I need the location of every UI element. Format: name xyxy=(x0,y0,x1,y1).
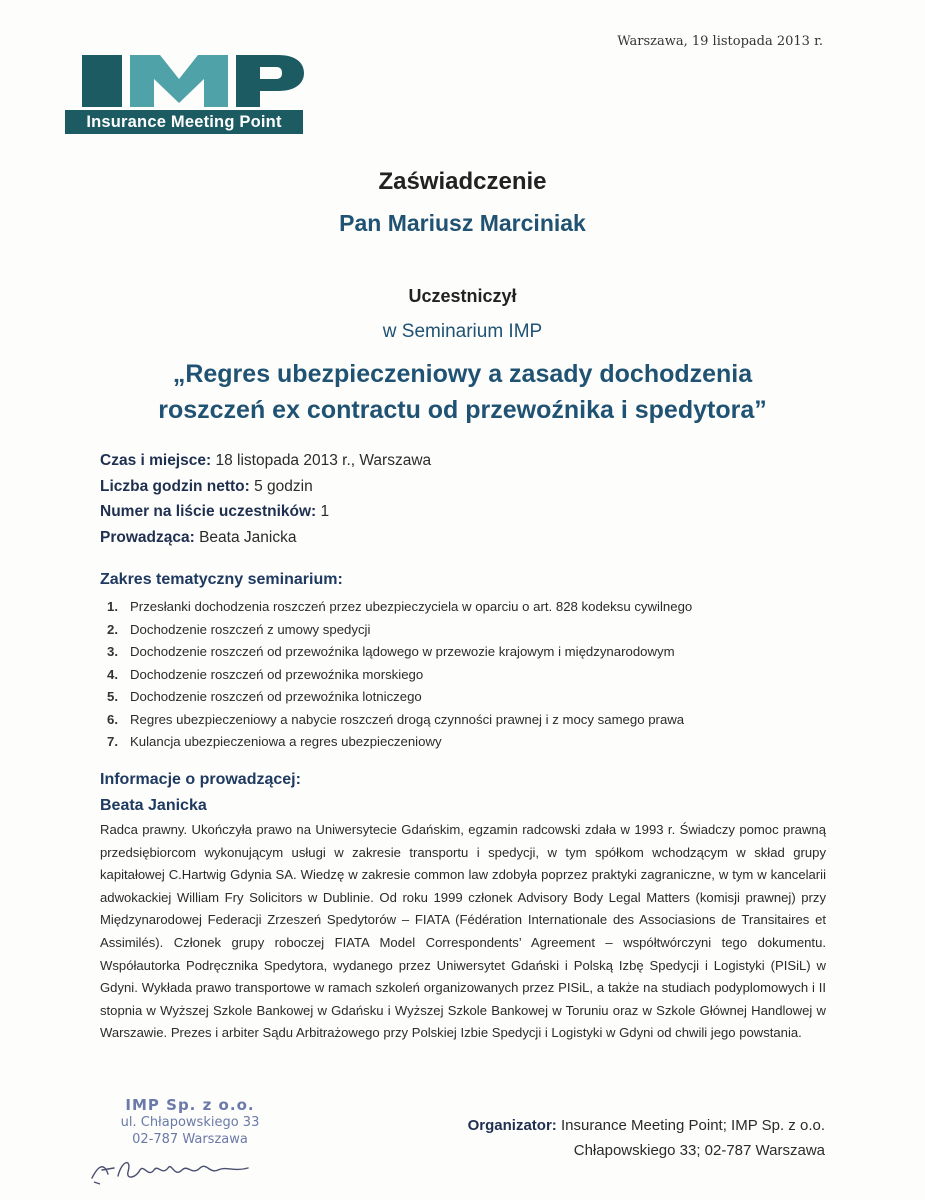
logo-tagline: Insurance Meeting Point xyxy=(65,110,303,134)
topic-number: 2. xyxy=(107,621,118,637)
bio-heading: Informacje o prowadzącej: xyxy=(100,771,301,788)
imp-logo-letters xyxy=(82,55,304,107)
info-date-place xyxy=(100,452,431,470)
topic-number: 7. xyxy=(107,734,118,749)
info-lecturer xyxy=(100,529,296,547)
topic-number: 6. xyxy=(107,711,118,727)
bio-paragraph: Radca prawny. Ukończyła prawo na Uniwersytecie Gdańskim, egzamin radcowski zdała w 1993 r. Świadczy pomoc prawną przedsiębiorcom wykonującym usługi w zakresie transportu i spedycji, w tym spółkom wchodzącym w skład grupy kapitałowej C.Hartwig Gdynia SA. Wiedzę w zakresie common law zdobyła poprzez praktyki zagraniczne, w tym w kancelarii adwokackiej William Fry Solicitors w Dublinie. Od roku 1999 członek Advisory Body Legal Matters (komisji prawnej) przy Międzynarodowej Federacji Zrzeszeń Spedytorów – FIATA (Fédération Internationale des Associasions de Transitaires et Assimilés). Członek grupy roboczej FIATA Model Correspondents’ Agreement – współtwórczyni tego dokumentu. Współautorka Podręcznika Spedytora, wydanego przez Uniwersytet Gdański i Polską Izbę Spedycji i Logistyki (PISiL) w Gdyni. Wykłada prawo transportowe w ramach szkoleń organizowanych przez PISiL, a także na studiach podyplomowych i II stopnia w Wyższej Szkole Bankowej w Gdańsku i Wyższej Szkole Bankowej w Toruniu oraz w Szkole Głównej Handlowej w Warszawie. Prezes i arbiter Sądu Arbitrażowego przy Polskiej Izbie Spedycji i Logistyki w Gdyni od chwili jego powstania. xyxy=(100,822,826,1041)
topic-number: 5. xyxy=(107,689,118,704)
topic-text: Dochodzenie roszczeń od przewoźnika morskiego xyxy=(130,666,424,682)
topic-number: 4. xyxy=(107,666,118,682)
company-stamp xyxy=(100,1096,280,1148)
info-hours xyxy=(100,478,313,496)
info-value: 1 xyxy=(316,503,330,520)
stamp-city: 02-787 Warszawa xyxy=(132,1132,248,1147)
organizer-value: Insurance Meeting Point; IMP Sp. z o.o. xyxy=(556,1117,825,1134)
list-item xyxy=(107,596,692,619)
organizer-block xyxy=(468,1113,825,1163)
list-item xyxy=(107,686,692,709)
topic-text: Dochodzenie roszczeń od przewoźnika lądowego w przewozie krajowym i międzynarodowym xyxy=(130,644,675,659)
list-item xyxy=(107,664,692,687)
info-label: Numer na liście uczestników: xyxy=(100,503,317,520)
bio-name: Beata Janicka xyxy=(100,797,207,814)
topic-text: Przesłanki dochodzenia roszczeń przez ubezpieczyciela w oparciu o art. 828 kodeksu cywilnego xyxy=(130,599,693,614)
stamp-street: ul. Chłapowskiego 33 xyxy=(120,1115,260,1130)
topic-text: Dochodzenie roszczeń od przewoźnika lotniczego xyxy=(130,689,422,704)
list-item xyxy=(107,731,692,754)
topics-heading: Zakres tematyczny seminarium: xyxy=(100,571,343,588)
topics-list xyxy=(107,596,692,754)
topic-text: Regres ubezpieczeniowy a nabycie roszczeń drogą czynności prawnej i z mocy samego prawa xyxy=(130,711,685,727)
seminar-title-line-1: „Regres ubezpieczeniowy a zasady dochodzenia xyxy=(172,360,753,388)
topic-number: 3. xyxy=(107,644,118,659)
document-date: Warszawa, 19 listopada 2013 r. xyxy=(617,34,823,49)
info-value: Beata Janicka xyxy=(194,529,297,546)
topic-text: Dochodzenie roszczeń z umowy spedycji xyxy=(130,621,371,637)
topic-number: 1. xyxy=(107,599,118,614)
info-value: 5 godzin xyxy=(249,478,313,495)
recipient-name: Pan Mariusz Marciniak xyxy=(339,210,586,236)
list-item xyxy=(107,641,692,664)
info-value: 18 listopada 2013 r., Warszawa xyxy=(211,452,432,469)
info-label: Liczba godzin netto: xyxy=(100,478,250,495)
stamp-company: IMP Sp. z o.o. xyxy=(125,1096,255,1114)
info-participant-number xyxy=(100,503,329,521)
organizer-label: Organizator: xyxy=(467,1117,557,1134)
topic-text: Kulancja ubezpieczeniowa a regres ubezpieczeniowy xyxy=(130,734,442,749)
handwritten-signature xyxy=(88,1148,258,1188)
organizer-line xyxy=(468,1113,825,1138)
document-title: Zaświadczenie xyxy=(378,168,547,195)
list-item xyxy=(107,619,692,642)
organizer-address: Chłapowskiego 33; 02-787 Warszawa xyxy=(573,1142,825,1159)
seminar-label: w Seminarium IMP xyxy=(382,321,543,342)
participation-label: Uczestniczył xyxy=(408,286,517,306)
seminar-title-line-2: roszczeń ex contractu od przewoźnika i spedytora” xyxy=(158,396,767,424)
info-label: Prowadząca: xyxy=(100,529,195,546)
seminar-title xyxy=(0,356,925,428)
list-item xyxy=(107,709,692,732)
info-label: Czas i miejsce: xyxy=(100,452,212,469)
imp-logo xyxy=(60,55,305,137)
